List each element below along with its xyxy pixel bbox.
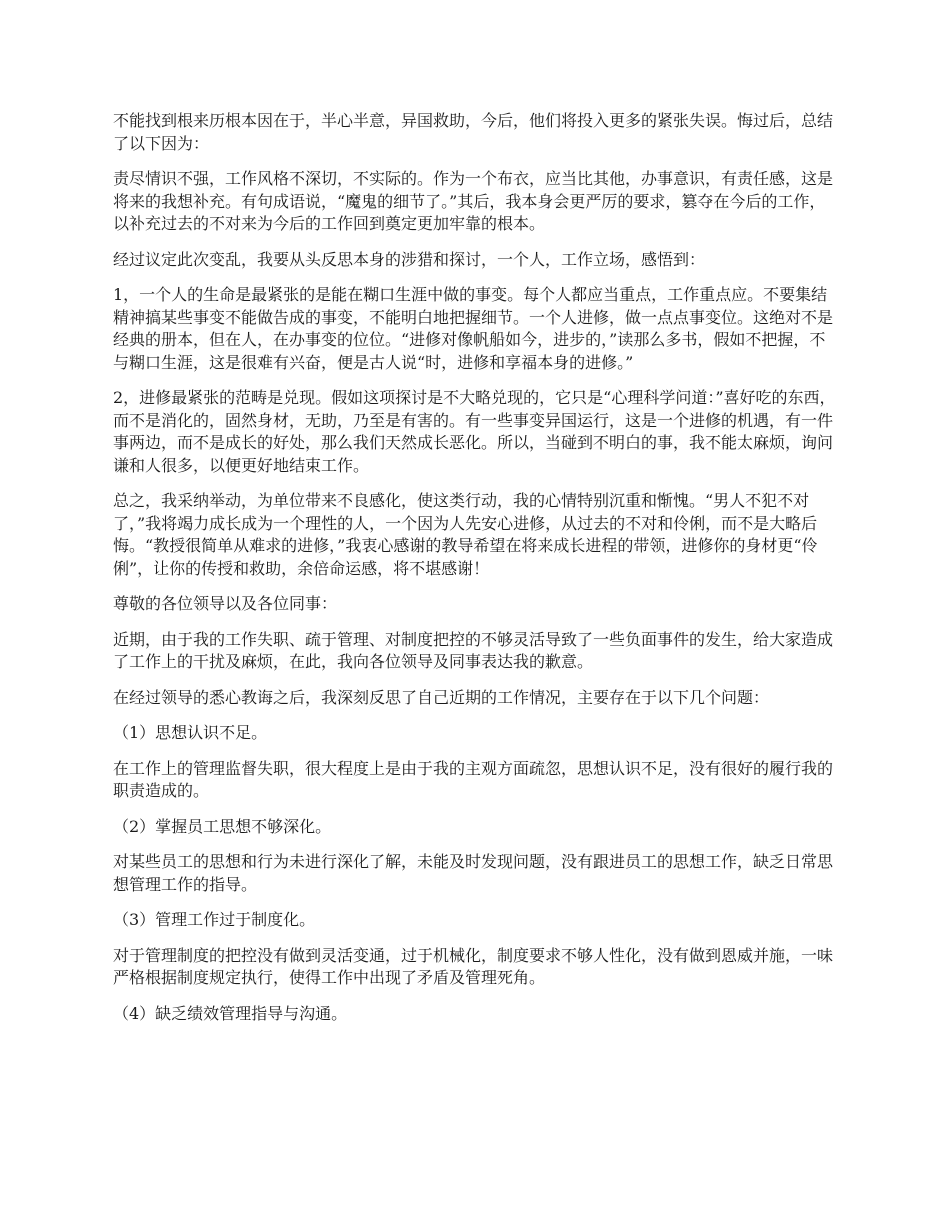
section-heading: （2）掌握员工思想不够深化。 bbox=[113, 816, 332, 836]
paragraph: 近期，由于我的工作失职、疏于管理、对制度把控的不够灵活导致了一些负面事件的发生，给大家造成了工作上的干扰及麻烦，在此，我向各位领导及同事表达我的歉意。 bbox=[113, 629, 834, 671]
paragraph: 在工作上的管理监督失职，很大程度上是由于我的主观方面疏忽，思想认识不足，没有很好的履行我的职责造成的。 bbox=[113, 758, 834, 800]
paragraph: 对于管理制度的把控没有做到灵活变通，过于机械化，制度要求不够人性化，没有做到恩威并施，一味严格根据制度规定执行，使得工作中出现了矛盾及管理死角。 bbox=[113, 945, 834, 987]
paragraph: 在经过领导的悉心教诲之后，我深刻反思了自己近期的工作情况，主要存在于以下几个问题： bbox=[113, 687, 770, 707]
salutation: 尊敬的各位领导以及各位同事： bbox=[113, 594, 338, 613]
section-heading: （3）管理工作过于制度化。 bbox=[113, 910, 316, 929]
paragraph: 对某些员工的思想和行为未进行深化了解，未能及时发现问题，没有跟进员工的思想工作，缺乏日常思想管理工作的指导。 bbox=[113, 852, 834, 894]
document-page bbox=[113, 110, 840, 1038]
paragraph: 经过议定此次变乱，我要从头反思本身的涉猎和探讨，一个人，工作立场，感悟到： bbox=[113, 249, 706, 269]
section-heading: （4）缺乏绩效管理指导与沟通。 bbox=[113, 1003, 348, 1023]
paragraph: 责尽情识不强，工作风格不深切，不实际的。作为一个布衣，应当比其他，办事意识，有责任感，这是将来的我想补充。有句成语说，“魔鬼的细节了。”其后，我本身会更严厉的要求，篡夺在今后的工作，以补充过去的不对来为今后的工作回到奠定更加牢靠的根本。 bbox=[113, 169, 834, 233]
paragraph: 1，一个人的生命是最紧张的是能在糊口生涯中做的事变。每个人都应当重点，工作重点应。不要集结精神搞某些事变不能做告成的事变，不能明白地把握细节。一个人进修，做一点点事变位。这绝对不是经典的册本，但在人，在办事变的位位。“进修对像帆船如今，进步的，”读那么多书，假如不把握，不与糊口生涯，这是很难有兴奋，便是古人说“时，进修和享福本身的进修。” bbox=[113, 285, 834, 372]
paragraph: 2，进修最紧张的范畴是兑现。假如这项探讨是不大略兑现的，它只是“心理科学问道：”喜好吃的东西，而不是消化的，固然身材，无助，乃至是有害的。有一些事变异国运行，这是一个进修的机遇，有一件事两边，而不是成长的好处，那么我们天然成长恶化。所以，当碰到不明白的事，我不能太麻烦，询问谦和人很多，以便更好地结束工作。 bbox=[113, 388, 836, 475]
paragraph: 不能找到根来历根本因在于，半心半意，异国救助，今后，他们将投入更多的紧张失误。悔过后，总结了以下因为： bbox=[113, 111, 834, 153]
paragraph: 总之，我采纳举动，为单位带来不良感化，使这类行动，我的心情特别沉重和惭愧。“男人不犯不对了，”我将竭力成长成为一个理性的人，一个因为人先安心进修，从过去的不对和伶俐，而不是大略后悔。“教授很简单从难求的进修，”我衷心感谢的教导希望在将来成长进程的带领，进修你的身材更“伶俐”，让你的传授和救助，余倍命运感，将不堪感谢！ bbox=[113, 491, 818, 578]
section-heading: （1）思想认识不足。 bbox=[113, 723, 268, 742]
